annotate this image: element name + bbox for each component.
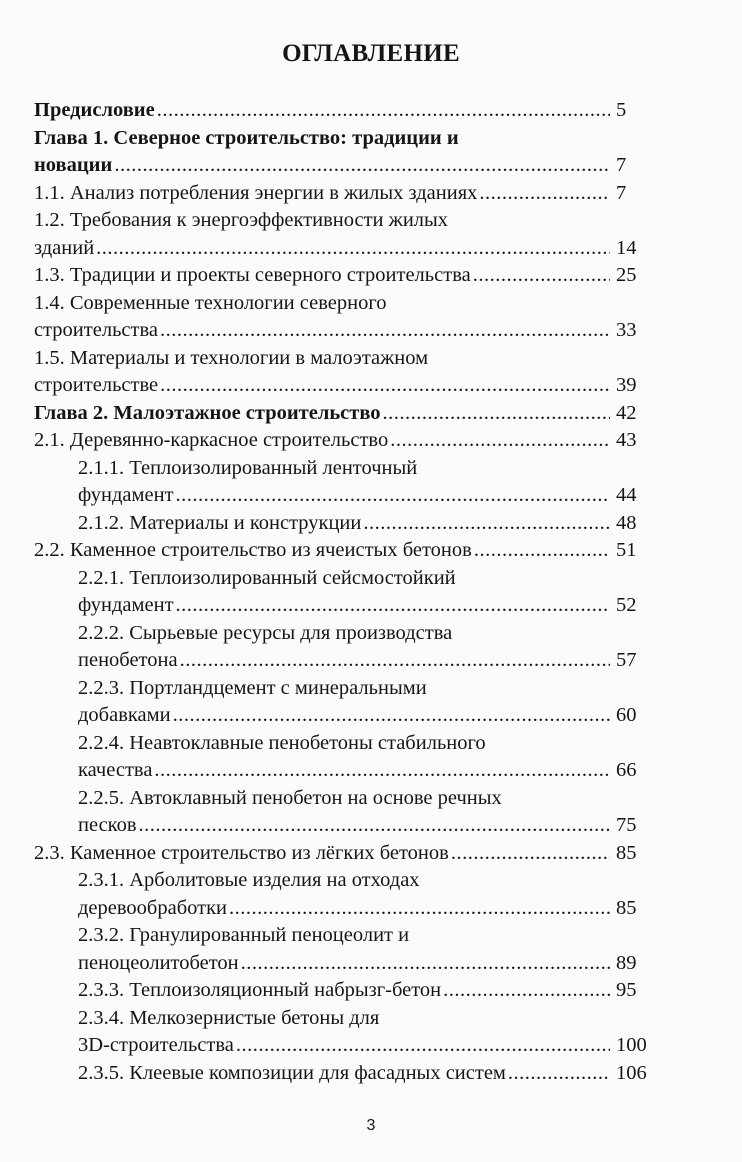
toc-entry — [34, 620, 658, 675]
toc-entry — [34, 207, 658, 262]
toc-entry-title-line: 2.3.2. Гранулированный пеноцеолит и — [78, 924, 410, 946]
toc-entry-title-line: 2.1.1. Теплоизолированный ленточный — [78, 456, 418, 479]
toc-entry-page: 60 — [616, 704, 637, 726]
dot-leader — [443, 977, 610, 1005]
toc-entry-page: 75 — [616, 814, 637, 836]
toc-entry-page: 85 — [616, 841, 637, 864]
toc-entry-title: 3D-строительства — [78, 1034, 234, 1056]
toc-entry-page: 25 — [616, 264, 637, 286]
toc-entry — [34, 1005, 658, 1060]
toc-entry — [34, 565, 658, 620]
toc-entry-title-line: 2.2.2. Сырьевые ресурсы для производства — [78, 621, 453, 644]
toc-entry — [34, 97, 658, 125]
toc-entry-title-line: 2.3.4. Мелкозернистые бетоны для — [78, 1006, 380, 1029]
toc-entry-page: 43 — [616, 429, 637, 451]
toc-entry — [34, 730, 658, 785]
toc-entry-page: 42 — [616, 401, 637, 424]
toc-entry-title: Предисловие — [34, 99, 155, 121]
dot-leader — [180, 647, 610, 675]
toc-entry-title: Глава 2. Малоэтажное строительство — [34, 401, 381, 424]
toc-entry-title: 2.2. Каменное строительство из ячеистых бетонов — [34, 539, 472, 561]
toc-entry-page: 95 — [616, 979, 637, 1001]
toc-entry — [34, 510, 658, 538]
toc-entry-page: 14 — [616, 236, 637, 259]
toc-entry — [34, 400, 658, 428]
dot-leader — [451, 840, 610, 868]
toc-entry-title-line: 1.4. Современные технологии северного — [34, 291, 387, 314]
toc-entry — [34, 125, 658, 180]
dot-leader — [173, 702, 610, 730]
toc-entry — [34, 262, 658, 290]
toc-entry-page: 100 — [616, 1034, 647, 1056]
toc-entry-title: 1.1. Анализ потребления энергии в жилых зданиях — [34, 181, 478, 204]
toc-entry-title: строительства — [34, 319, 158, 341]
dot-leader — [390, 427, 610, 455]
dot-leader — [114, 152, 610, 180]
toc-entry-page: 7 — [616, 181, 627, 204]
dot-leader — [176, 592, 610, 620]
toc-entry-title: строительстве — [34, 374, 159, 396]
dot-leader — [96, 235, 610, 263]
dot-leader — [176, 482, 610, 510]
toc-entry — [34, 922, 658, 977]
toc-entry-title: 2.1.2. Материалы и конструкции — [78, 511, 362, 534]
dot-leader — [241, 950, 610, 978]
dot-leader — [154, 757, 610, 785]
toc-entry-page: 5 — [616, 99, 627, 121]
dot-leader — [383, 400, 610, 428]
toc-entry-title-line: Глава 1. Северное строительство: традиции и — [34, 126, 459, 149]
toc-entry — [34, 867, 658, 922]
toc-entry — [34, 427, 658, 455]
toc-entry-title: 1.3. Традиции и проекты северного строительства — [34, 264, 471, 286]
toc-entry-title: 2.3. Каменное строительство из лёгких бетонов — [34, 841, 449, 864]
toc-entry-title-line: 2.2.5. Автоклавный пенобетон на основе речных — [78, 786, 502, 809]
toc-entry-page: 66 — [616, 759, 637, 781]
toc-list — [34, 97, 658, 1087]
toc-entry-title: 2.3.3. Теплоизоляционный набрызг-бетон — [78, 979, 442, 1001]
dot-leader — [479, 180, 610, 208]
toc-entry-title: новации — [34, 154, 113, 176]
toc-entry-page: 106 — [616, 1061, 647, 1084]
toc-entry-page: 89 — [616, 951, 637, 974]
toc-entry — [34, 455, 658, 510]
toc-entry-page: 52 — [616, 594, 637, 616]
toc-entry-title: качества — [78, 759, 153, 781]
dot-leader — [363, 510, 610, 538]
toc-entry-title: зданий — [34, 236, 95, 259]
toc-entry-title: пенобетона — [78, 649, 178, 671]
toc-entry-page: 39 — [616, 374, 637, 396]
dot-leader — [229, 895, 610, 923]
toc-entry-title: пеноцеолитобетон — [78, 951, 239, 974]
toc-entry-title: деревообработки — [78, 896, 227, 919]
toc-entry-title-line: 2.2.4. Неавтоклавные пенобетоны стабильного — [78, 731, 486, 754]
dot-leader — [160, 372, 610, 400]
toc-entry-title: фундамент — [78, 594, 174, 616]
toc-entry — [34, 675, 658, 730]
toc-entry — [34, 180, 658, 208]
toc-entry-title-line: 1.2. Требования к энергоэффективности жилых — [34, 209, 449, 231]
toc-entry-page: 44 — [616, 484, 637, 506]
toc-entry-page: 48 — [616, 511, 637, 534]
toc-entry-page: 85 — [616, 896, 637, 919]
toc-entry-page: 7 — [616, 154, 627, 176]
dot-leader — [508, 1060, 610, 1088]
toc-entry-page: 33 — [616, 319, 637, 341]
toc-entry — [34, 785, 658, 840]
toc-entry-title-line: 1.5. Материалы и технологии в малоэтажном — [34, 346, 429, 369]
toc-entry-title: фундамент — [78, 484, 174, 506]
toc-entry — [34, 345, 658, 400]
toc-entry — [34, 977, 658, 1005]
toc-entry — [34, 537, 658, 565]
toc-entry — [34, 1060, 658, 1088]
toc-entry-title: 2.1. Деревянно-каркасное строительство — [34, 429, 389, 451]
dot-leader — [473, 262, 610, 290]
toc-entry-title-line: 2.2.3. Портландцемент с минеральными — [78, 676, 427, 699]
toc-heading: ОГЛАВЛЕНИЕ — [282, 40, 460, 67]
toc-entry-title-line: 2.2.1. Теплоизолированный сейсмостойкий — [78, 566, 456, 589]
toc-entry — [34, 290, 658, 345]
dot-leader — [236, 1032, 610, 1060]
dot-leader — [157, 97, 610, 125]
dot-leader — [139, 812, 610, 840]
page-number: 3 — [366, 1117, 376, 1134]
dot-leader — [474, 537, 610, 565]
toc-entry-title: добавками — [78, 704, 171, 726]
toc-entry-title: 2.3.5. Клеевые композиции для фасадных систем — [78, 1061, 506, 1084]
toc-entry-page: 51 — [616, 539, 637, 561]
toc-entry-page: 57 — [616, 649, 637, 671]
dot-leader — [160, 317, 610, 345]
toc-entry — [34, 840, 658, 868]
toc-entry-title: песков — [78, 814, 137, 836]
toc-entry-title-line: 2.3.1. Арболитовые изделия на отходах — [78, 869, 420, 891]
